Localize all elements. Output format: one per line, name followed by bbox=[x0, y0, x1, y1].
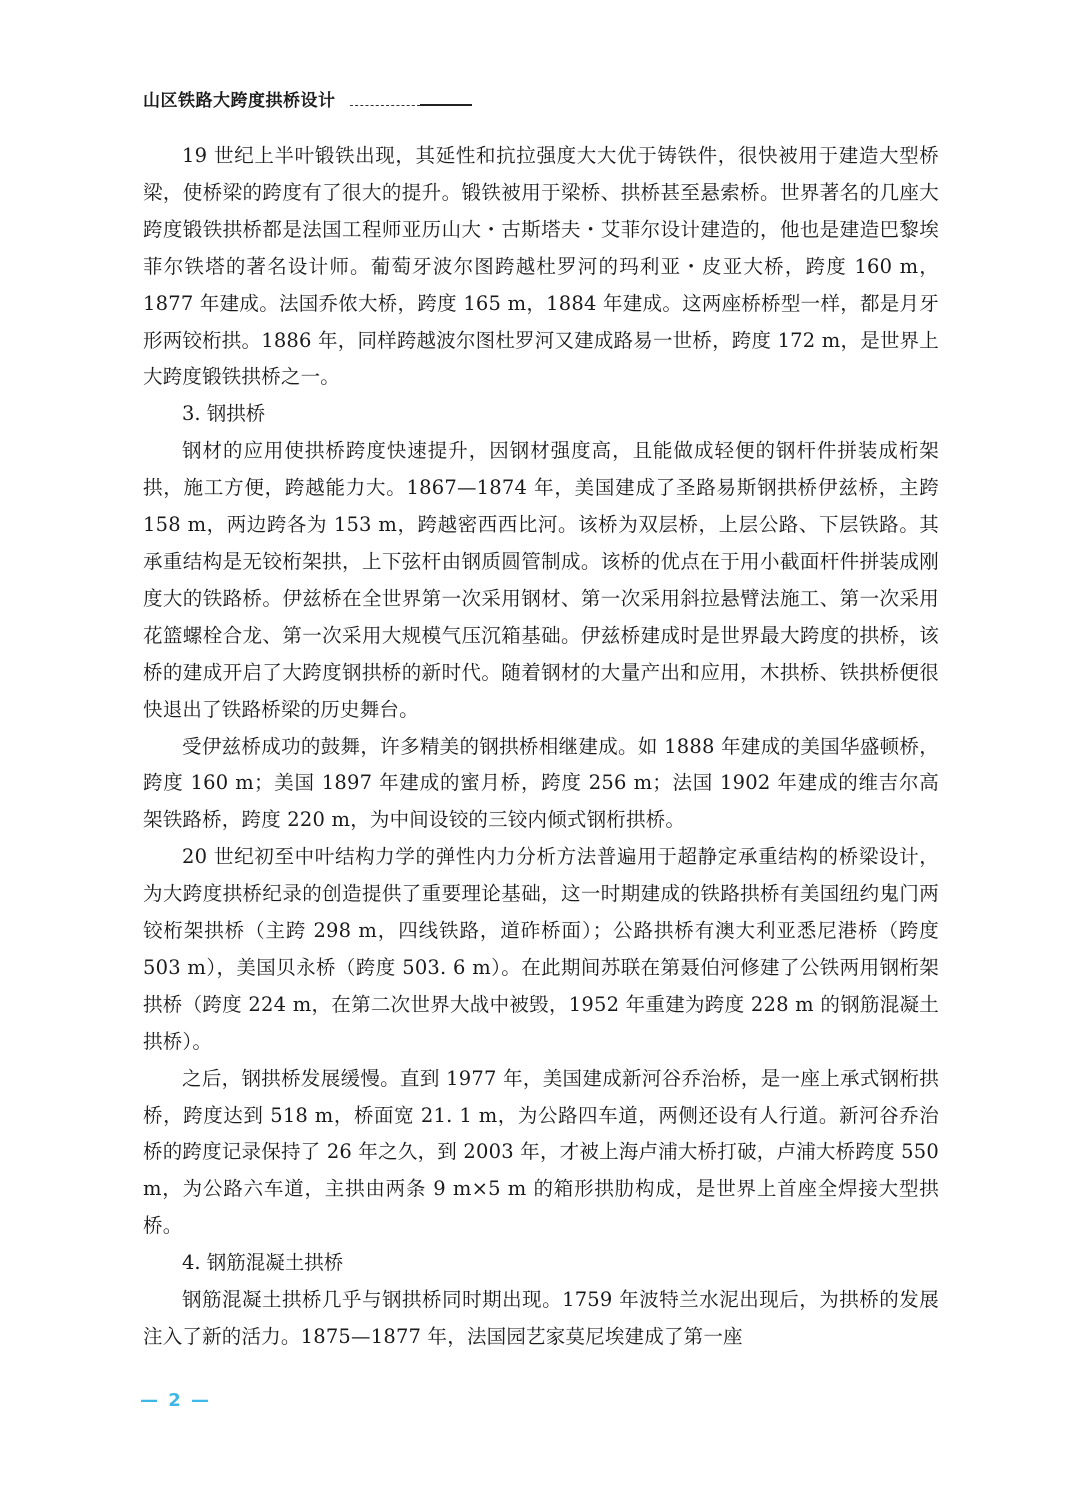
header-rule bbox=[350, 104, 472, 106]
running-title: 山区铁路大跨度拱桥设计 bbox=[143, 91, 336, 111]
paragraph-20th-century: 20 世纪初至中叶结构力学的弹性内力分析方法普遍用于超静定承重结构的桥梁设计，为大跨度拱桥纪录的创造提供了重要理论基础，这一时期建成的铁路拱桥有美国纽约鬼门两铰桁架拱桥（主跨 298 m，四线铁路，道砟桥面）；公路拱桥有澳大利亚悉尼港桥（跨度 503 m），美国贝永桥（跨度 503. 6 m）。在此期间苏联在第聂伯河修建了公铁两用钢桁架拱桥（跨度 224 m，在第二次世界大战中被毁，1952 年重建为跨度 228 m 的钢筋混凝土拱桥）。 bbox=[143, 845, 939, 1053]
paragraph-eads-successors: 受伊兹桥成功的鼓舞，许多精美的钢拱桥相继建成。如 1888 年建成的美国华盛顿桥，跨度 160 m；美国 1897 年建成的蜜月桥，跨度 256 m；法国 1902 年建成的维吉尔高架铁路桥，跨度 220 m，为中间设铰的三铰内倾式钢桁拱桥。 bbox=[143, 734, 939, 832]
section-heading-rc-arch: 4. 钢筋混凝土拱桥 bbox=[182, 1251, 344, 1275]
paragraph-wrought-iron: 19 世纪上半叶锻铁出现，其延性和抗拉强度大大优于铸铁件，很快被用于建造大型桥梁，使桥梁的跨度有了很大的提升。锻铁被用于梁桥、拱桥甚至悬索桥。世界著名的几座大跨度锻铁拱桥都是法国工程师亚历山大・古斯塔夫・艾菲尔设计建造的，他也是建造巴黎埃菲尔铁塔的著名设计师。葡萄牙波尔图跨越杜罗河的玛利亚・皮亚大桥，跨度 160 m，1877 年建成。法国乔侬大桥，跨度 165 m，1884 年建成。这两座桥桥型一样，都是月牙形两铰桁拱。1886 年，同样跨越波尔图杜罗河又建成路易一世桥，跨度 172 m，是世界上大跨度锻铁拱桥之一。 bbox=[143, 144, 939, 389]
paragraph-new-river-gorge: 之后，钢拱桥发展缓慢。直到 1977 年，美国建成新河谷乔治桥，是一座上承式钢桁拱桥，跨度达到 518 m，桥面宽 21. 1 m，为公路四车道，两侧还设有人行道。新河谷乔治桥的跨度记录保持了 26 年之久，到 2003 年，才被上海卢浦大桥打破，卢浦大桥跨度 550 m，为公路六车道，主拱由两条 9 m×5 m 的箱形拱肋构成，是世界上首座全焊接大型拱桥。 bbox=[143, 1066, 939, 1238]
paragraph-rc-arch: 钢筋混凝土拱桥几乎与钢拱桥同时期出现。1759 年波特兰水泥出现后，为拱桥的发展注入了新的活力。1875—1877 年，法国园艺家莫尼埃建成了第一座 bbox=[143, 1288, 939, 1348]
header-rule-solid bbox=[420, 104, 472, 106]
section-heading-steel-arch: 3. 钢拱桥 bbox=[182, 402, 266, 426]
paragraph-steel-arch: 钢材的应用使拱桥跨度快速提升，因钢材强度高，且能做成轻便的钢杆件拼装成桁架拱，施工方便，跨越能力大。1867—1874 年，美国建成了圣路易斯钢拱桥伊兹桥，主跨 158 m，两边跨各为 153 m，跨越密西西比河。该桥为双层桥，上层公路、下层铁路。其承重结构是无铰桁架拱，上下弦杆由钢质圆管制成。该桥的优点在于用小截面杆件拼装成刚度大的铁路桥。伊兹桥在全世界第一次采用钢材、第一次采用斜拉悬臂法施工、第一次采用花篮螺栓合龙、第一次采用大规模气压沉箱基础。伊兹桥建成时是世界最大跨度的拱桥，该桥的建成开启了大跨度钢拱桥的新时代。随着钢材的大量产出和应用，木拱桥、铁拱桥便很快退出了铁路桥梁的历史舞台。 bbox=[143, 439, 939, 721]
page-number: — 2 — bbox=[140, 1390, 212, 1411]
running-header bbox=[143, 88, 513, 112]
page-body bbox=[143, 138, 939, 1356]
header-rule-dashed bbox=[350, 105, 420, 106]
